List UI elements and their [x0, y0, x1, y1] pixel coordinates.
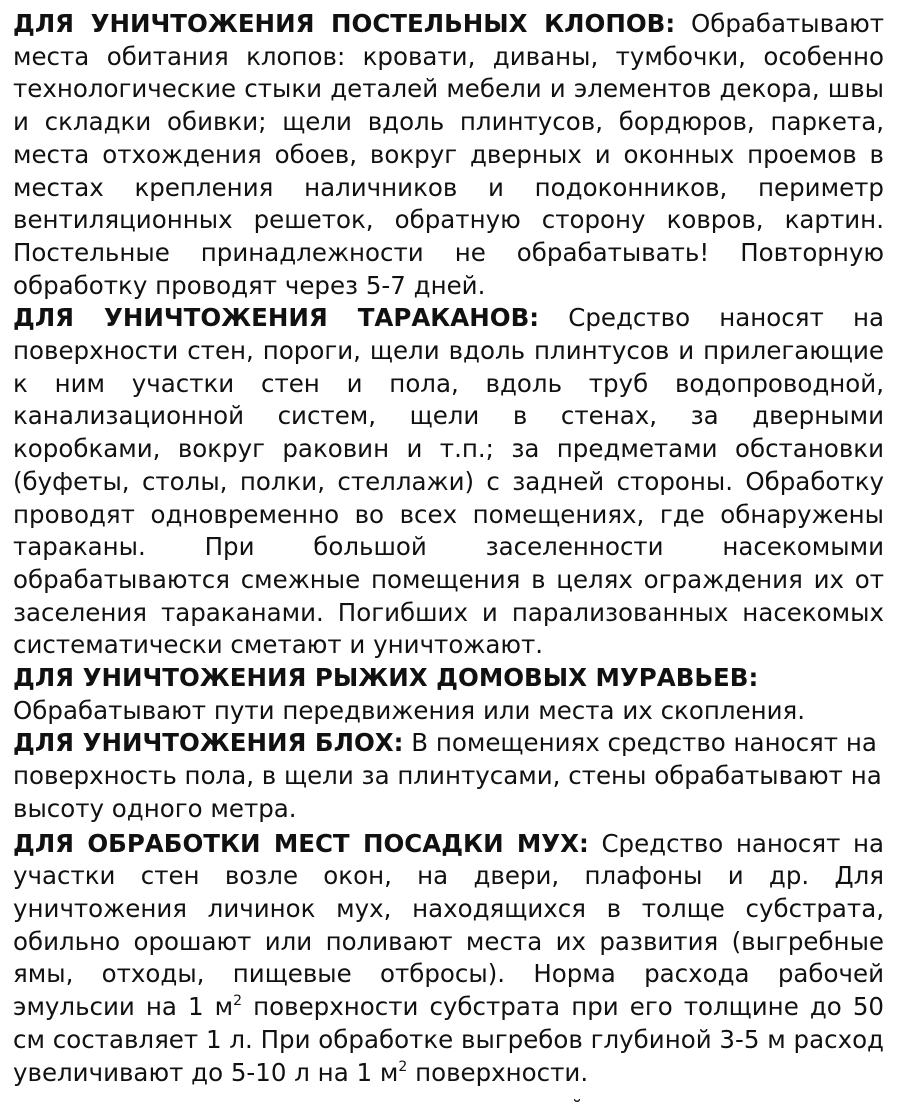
section-heading: ДЛЯ УНИЧТОЖЕНИЯ РЫЖИХ ДОМОВЫХ МУРАВЬЕВ: — [13, 663, 759, 693]
section-heading: ДЛЯ УНИЧТОЖЕНИЯ ТАРАКАНОВ: — [13, 303, 540, 333]
section-fleas — [13, 727, 884, 825]
section-text-a: Средство наносят на участки стен возле окон, на двери, плафоны и др. Для уничтожения личинок мух, находящихся в толще субстрата, обильно орошают или поливают места их развития (выгребные ямы, отходы, пищевые отбросы). Норма расхода рабочей эмульсии на 1 м — [13, 828, 884, 1022]
section-flies — [13, 828, 884, 1090]
instruction-document — [13, 8, 884, 1089]
section-cockroaches — [13, 302, 884, 662]
section-text-b: поверхности субстрата при его толщине до 50 см составляет 1 л. При обработке выгребов глубиной 3-5 м расход увеличивают до 5-10 л на 1 м — [13, 992, 884, 1087]
section-bedbugs — [13, 8, 884, 302]
superscript-2: 2 — [398, 1058, 408, 1075]
section-text: Обрабатывают места обитания клопов: кровати, диваны, тумбочки, особенно технологические стыки деталей мебели и элементов декора, швы и складки обивки; щели вдоль плинтусов, бордюров, паркета, места отхождения обоев, вокруг дверных и оконных проемов в местах крепления наличников и подоконников, периметр вентиляционных решеток, обратную сторону ковров, картин. Постельные принадлежности не обрабатывать! Повторную обработку проводят через 5-7 дней. — [13, 9, 884, 300]
cut-off-text-fragment: ˘ — [572, 1096, 582, 1120]
section-text: Обрабатывают пути передвижения или места их скопления. — [13, 695, 806, 725]
section-ants — [13, 662, 884, 727]
section-heading: ДЛЯ ОБРАБОТКИ МЕСТ ПОСАДКИ МУХ: — [13, 828, 589, 858]
section-heading: ДЛЯ УНИЧТОЖЕНИЯ БЛОХ: — [13, 728, 404, 758]
section-text-c: поверхности. — [407, 1057, 589, 1087]
section-text: Средство наносят на поверхности стен, пороги, щели вдоль плинтусов и прилегающие к ним участки стен и пола, вдоль труб водопроводной, канализационной систем, щели в стенах, за дверными коробками, вокруг раковин и т.п.; за предметами обстановки (буфеты, столы, полки, стеллажи) с задней стороны. Обработку проводят одновременно во всех помещениях, где обнаружены тараканы. При большой заселенности насекомыми обрабатываются смежные помещения в целях ограждения их от заселения тараканами. Погибших и парализованных насекомых систематически сметают и уничтожают. — [13, 303, 884, 660]
superscript-2: 2 — [233, 993, 243, 1010]
section-text: В помещениях средство наносят на поверхность пола, в щели за плинтусами, стены обрабатывают на высоту одного метра. — [13, 728, 882, 823]
section-heading: ДЛЯ УНИЧТОЖЕНИЯ ПОСТЕЛЬНЫХ КЛОПОВ: — [13, 9, 676, 38]
